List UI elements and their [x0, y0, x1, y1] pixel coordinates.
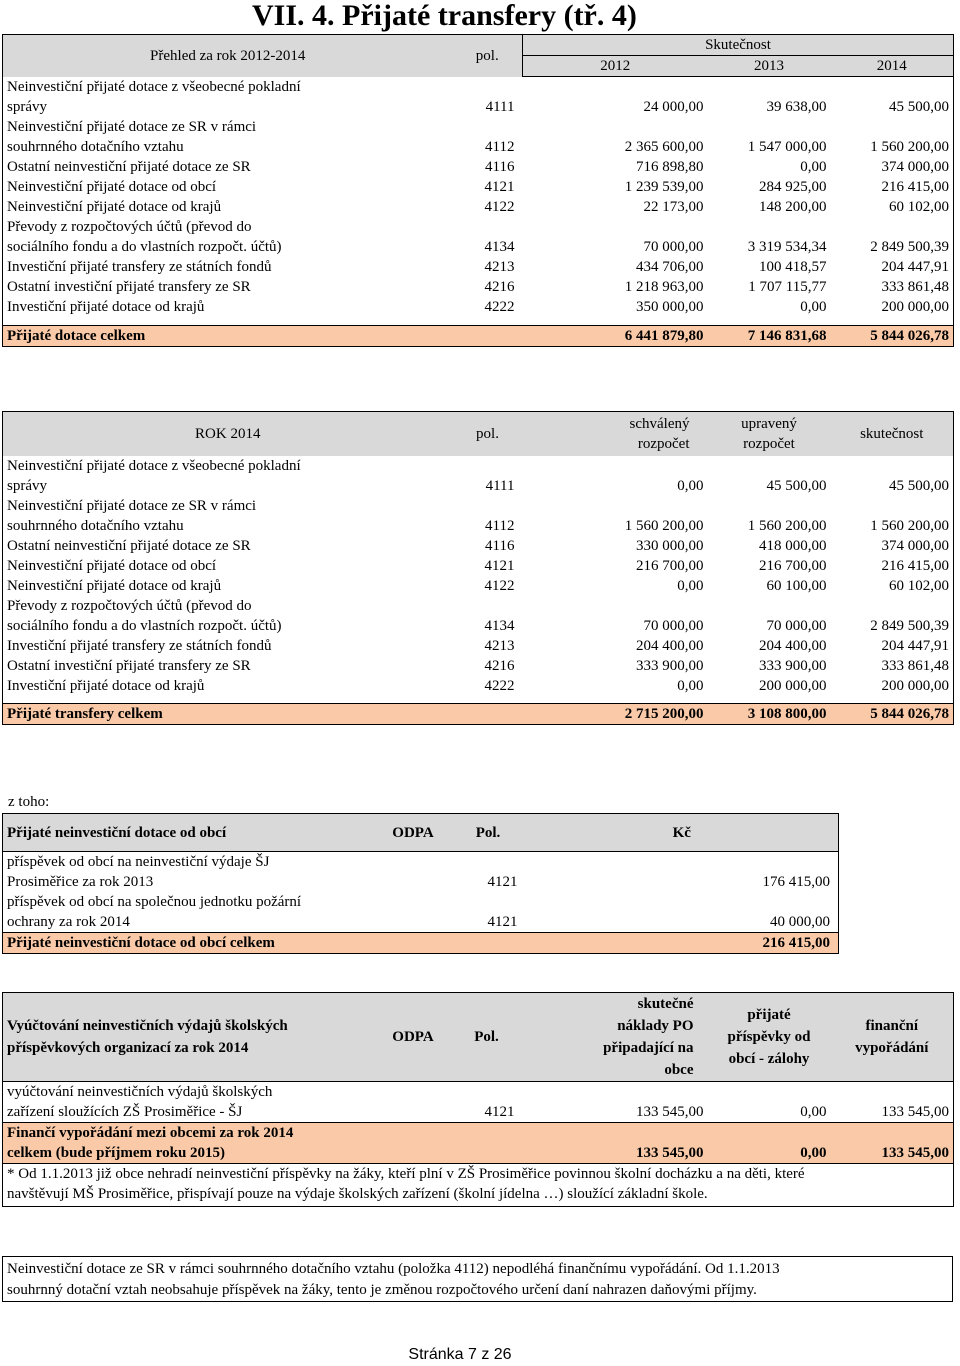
- row-pol: 4111: [485, 99, 515, 115]
- odpa-header: ODPA: [376, 814, 451, 852]
- row-value: 176 415,00: [526, 872, 839, 892]
- total-value: 5 844 026,78: [831, 325, 954, 346]
- row-pol: 4213: [484, 259, 515, 275]
- row-value: 2 849 500,39: [831, 616, 954, 636]
- row-value: 60 102,00: [831, 576, 954, 596]
- total-value: 3 108 800,00: [708, 704, 831, 725]
- settlement-note-line1: [3, 1164, 954, 1185]
- year-header: 2014: [831, 56, 954, 77]
- total-label: celkem (bude příjmem roku 2015): [3, 1143, 376, 1164]
- total-value: 7 146 831,68: [708, 325, 831, 346]
- row-value: 333 900,00: [636, 657, 704, 674]
- received-advances-header: [708, 993, 831, 1082]
- municipal-header-label: Přijaté neinvestiční dotace od obcí: [3, 814, 376, 852]
- hdr-line: obcí - zálohy: [728, 1051, 810, 1067]
- year2014-label: ROK 2014: [3, 412, 453, 456]
- row-label: Neinvestiční přijaté dotace od obcí: [3, 556, 453, 576]
- row-pol: 4222: [484, 299, 515, 315]
- row-pol: 4121: [484, 557, 515, 574]
- row-value: 133 545,00: [831, 1102, 954, 1123]
- table-row: [3, 97, 954, 117]
- row-value: 333 900,00: [759, 657, 827, 674]
- table-row-label-line: [3, 117, 954, 137]
- row-label: Investiční přijaté dotace od krajů: [3, 297, 453, 317]
- row-label: příspěvek od obcí na neinvestiční výdaje ŠJ: [3, 852, 839, 873]
- row-label: sociálního fondu a do vlastních rozpočt. účtů): [3, 616, 453, 636]
- table-row: [3, 616, 954, 636]
- total-value: 6 441 879,80: [523, 325, 708, 346]
- row-value: 333 861,48: [831, 656, 954, 676]
- row-label: souhrnného dotačního vztahu: [3, 516, 453, 536]
- settlement-note-line2: [3, 1184, 954, 1207]
- table-row: [3, 197, 954, 217]
- table-row-label-line: [3, 596, 954, 616]
- row-value: 200 000,00: [759, 677, 827, 694]
- spacer: [3, 696, 954, 704]
- settlement-row-line1: [3, 1082, 954, 1103]
- page-title: VII. 4. Přijaté transfery (tř. 4): [252, 0, 637, 32]
- table-row: [3, 237, 954, 257]
- row-value: 200 000,00: [831, 297, 954, 317]
- adjusted-budget-header: [708, 412, 831, 456]
- row-value: 1 547 000,00: [747, 139, 827, 155]
- list-item-label-line: [3, 852, 839, 873]
- row-value: 200 000,00: [831, 676, 954, 696]
- actual-costs-header: [523, 993, 708, 1082]
- table-row: [3, 556, 954, 576]
- year2014-header-row: [3, 412, 954, 456]
- table-row: [3, 576, 954, 596]
- table-row-label-line: [3, 456, 954, 476]
- overview-label: Přehled za rok 2012-2014: [3, 35, 453, 77]
- row-value: 133 545,00: [636, 1104, 704, 1120]
- row-label: Neinvestiční přijaté dotace od krajů: [3, 576, 453, 596]
- row-value: 434 706,00: [636, 259, 704, 275]
- row-label: Neinvestiční přijaté dotace ze SR v rámci: [3, 496, 954, 516]
- bottom-note-line1: Neinvestiční dotace ze SR v rámci souhrnného dotačního vztahu (položka 4112) nepodléhá finančnímu vypořádání. Od 1.1.2013: [7, 1261, 780, 1277]
- row-label: správy: [3, 97, 453, 117]
- hdr-line: skutečné: [637, 996, 694, 1012]
- row-value: 204 447,91: [831, 636, 954, 656]
- approved-budget-header: [523, 412, 708, 456]
- table-row: [3, 536, 954, 556]
- row-value: 0,00: [800, 1104, 827, 1120]
- municipal-grants-table: [2, 813, 839, 954]
- row-value: 0,00: [800, 159, 827, 175]
- row-label: Investiční přijaté transfery ze státních fondů: [3, 257, 453, 277]
- row-pol: 4116: [485, 159, 515, 175]
- municipal-total-row: [3, 933, 839, 954]
- row-value: 374 000,00: [831, 536, 954, 556]
- row-label: správy: [3, 476, 453, 496]
- row-odpa: [376, 912, 451, 933]
- approved-budget-line1: schválený: [629, 415, 690, 432]
- settlement-note: * Od 1.1.2013 již obce nehradí neinvestiční příspěvky na žáky, kteří plní v ZŠ Prosiměřice povinnou školní docházku a na děti, které: [3, 1164, 954, 1185]
- year-header: 2013: [708, 56, 831, 77]
- row-value: 216 415,00: [831, 177, 954, 197]
- settlement-header-line2: příspěvkových organizací za rok 2014: [7, 1040, 249, 1056]
- table-row: [3, 297, 954, 317]
- settlement-total-row: [3, 1143, 954, 1164]
- row-value: 0,00: [677, 477, 704, 494]
- total-value: 0,00: [708, 1143, 831, 1164]
- hdr-line: příspěvky od: [727, 1029, 811, 1045]
- hdr-line: obce: [664, 1062, 694, 1078]
- list-item: [3, 912, 839, 933]
- pol-header: Pol.: [451, 993, 523, 1082]
- year2014-pol-header: pol.: [453, 412, 523, 456]
- row-value: 204 447,91: [831, 257, 954, 277]
- total-value: 133 545,00: [523, 1143, 708, 1164]
- row-value: 70 000,00: [766, 617, 827, 634]
- row-pol: 4216: [484, 657, 515, 674]
- row-value: 1 560 200,00: [831, 137, 954, 157]
- hdr-line: finanční: [865, 1018, 918, 1034]
- row-value: 333 861,48: [831, 277, 954, 297]
- row-pol: 4112: [485, 517, 515, 534]
- municipal-header-row: [3, 814, 839, 852]
- settlement-row: [3, 1102, 954, 1123]
- financial-settlement-header: [831, 993, 954, 1082]
- hdr-line: náklady PO: [617, 1018, 694, 1034]
- row-label: Neinvestiční přijaté dotace od obcí: [3, 177, 453, 197]
- row-label: vyúčtování neinvestičních výdajů školských: [3, 1082, 954, 1103]
- row-value: 70 000,00: [643, 239, 704, 255]
- row-value: 216 700,00: [759, 557, 827, 574]
- table-row: [3, 157, 954, 177]
- hdr-line: připadající na: [603, 1040, 694, 1056]
- overview-actual-header: Skutečnost: [523, 35, 954, 56]
- row-label: Investiční přijaté dotace od krajů: [3, 676, 453, 696]
- adjusted-budget-line1: upravený: [741, 415, 797, 432]
- total-label: Přijaté neinvestiční dotace od obcí celkem: [3, 933, 376, 954]
- row-label: Neinvestiční přijaté dotace ze SR v rámci: [3, 117, 954, 137]
- row-value: 40 000,00: [526, 912, 839, 933]
- row-value: 24 000,00: [643, 99, 704, 115]
- row-value: 148 200,00: [759, 199, 827, 215]
- row-pol: 4111: [485, 477, 515, 494]
- row-pol: 4122: [484, 199, 515, 215]
- settlement-header-row: [3, 993, 954, 1082]
- total-odpa: [376, 1143, 451, 1164]
- row-value: 216 415,00: [831, 556, 954, 576]
- total-label: Finančí vypořádání mezi obcemi za rok 2014: [3, 1123, 954, 1144]
- row-value: 45 500,00: [831, 476, 954, 496]
- row-pol: 4121: [484, 179, 515, 195]
- row-pol: 4122: [484, 577, 515, 594]
- row-value: 22 173,00: [643, 199, 704, 215]
- table-row: [3, 656, 954, 676]
- row-label: sociálního fondu a do vlastních rozpočt. účtů): [3, 237, 453, 257]
- table-row: [3, 676, 954, 696]
- row-label: Investiční přijaté transfery ze státních fondů: [3, 636, 453, 656]
- settlement-total-line1: [3, 1123, 954, 1144]
- row-value: 204 400,00: [636, 637, 704, 654]
- row-value: 39 638,00: [766, 99, 827, 115]
- settlement-table: [2, 992, 954, 1207]
- row-odpa: [376, 872, 451, 892]
- row-value: 100 418,57: [759, 259, 827, 275]
- row-label: Prosiměřice za rok 2013: [3, 872, 376, 892]
- row-value: 45 500,00: [766, 477, 827, 494]
- row-pol: 4121: [487, 874, 518, 890]
- total-pol: [453, 704, 523, 725]
- row-value: 0,00: [677, 677, 704, 694]
- hdr-line: přijaté: [747, 1007, 791, 1023]
- kc-header: Kč: [526, 814, 839, 852]
- odpa-header: ODPA: [376, 993, 451, 1082]
- total-value: 2 715 200,00: [523, 704, 708, 725]
- overview-total-row: [3, 325, 954, 346]
- table-row: [3, 277, 954, 297]
- row-value: 418 000,00: [759, 537, 827, 554]
- settlement-header-line1: Vyúčtování neinvestičních výdajů školských: [7, 1018, 288, 1034]
- spacer: [3, 317, 954, 325]
- bottom-note-line2: souhrnný dotační vztah neobsahuje příspěvek na žáky, tento je změnou rozpočtového určení daní nahrazen daňovými příjmy.: [7, 1282, 757, 1298]
- row-pol: 4222: [484, 677, 515, 694]
- total-value: 5 844 026,78: [831, 704, 954, 725]
- row-label: Neinvestiční přijaté dotace z všeobecné pokladní: [3, 77, 954, 98]
- row-value: 45 500,00: [831, 97, 954, 117]
- total-pol: [451, 1143, 523, 1164]
- row-label: Ostatní neinvestiční přijaté dotace ze SR: [3, 536, 453, 556]
- overview-table: [2, 34, 954, 347]
- row-value: 330 000,00: [636, 537, 704, 554]
- row-value: 1 560 200,00: [624, 517, 704, 534]
- adjusted-budget-line2: rozpočet: [743, 435, 795, 452]
- overview-pol-header: pol.: [453, 35, 523, 77]
- row-pol: 4213: [484, 637, 515, 654]
- row-value: 216 700,00: [636, 557, 704, 574]
- row-pol: 4216: [484, 279, 515, 295]
- pol-header: Pol.: [451, 814, 526, 852]
- total-label: Přijaté dotace celkem: [3, 325, 453, 346]
- row-value: 2 365 600,00: [624, 139, 704, 155]
- row-value: 60 102,00: [831, 197, 954, 217]
- total-value: 133 545,00: [831, 1143, 954, 1164]
- list-item: [3, 872, 839, 892]
- overview-header-row: [3, 35, 954, 56]
- settlement-header-label: [3, 993, 376, 1082]
- row-pol: 4121: [487, 914, 518, 930]
- row-value: 2 849 500,39: [831, 237, 954, 257]
- row-pol: 4116: [485, 537, 515, 554]
- table-row: [3, 476, 954, 496]
- row-pol: 4112: [485, 139, 515, 155]
- row-pol: 4121: [484, 1104, 515, 1120]
- actual-header: skutečnost: [831, 412, 954, 456]
- settlement-note: navštěvují MŠ Prosiměřice, přispívají pouze na výdaje školských zařízení (školní jídelna …) sloužící základní škole.: [3, 1184, 954, 1207]
- row-label: příspěvek od obcí na společnou jednotku požární: [3, 892, 839, 912]
- row-odpa: [376, 1102, 451, 1123]
- row-value: 0,00: [800, 299, 827, 315]
- ztoho-caption: z toho:: [8, 794, 50, 810]
- page-footer: Stránka 7 z 26: [408, 1346, 512, 1363]
- table-row: [3, 516, 954, 536]
- row-value: 716 898,80: [636, 159, 704, 175]
- year2014-total-row: [3, 704, 954, 725]
- row-label: Neinvestiční přijaté dotace z všeobecné pokladní: [3, 456, 954, 476]
- row-label: ochrany za rok 2014: [3, 912, 376, 933]
- row-value: 1 707 115,77: [748, 279, 827, 295]
- table-row: [3, 177, 954, 197]
- total-value: 216 415,00: [526, 933, 839, 954]
- year2014-table: [2, 411, 954, 725]
- total-pol: [451, 933, 526, 954]
- total-odpa: [376, 933, 451, 954]
- row-value: 374 000,00: [831, 157, 954, 177]
- row-value: 1 560 200,00: [831, 516, 954, 536]
- row-value: 1 218 963,00: [624, 279, 704, 295]
- row-label: zařízení sloužících ZŠ Prosiměřice - ŠJ: [3, 1102, 376, 1123]
- table-row-label-line: [3, 496, 954, 516]
- approved-budget-line2: rozpočet: [637, 435, 690, 452]
- row-pol: 4134: [484, 617, 515, 634]
- row-label: Ostatní investiční přijaté transfery ze SR: [3, 277, 453, 297]
- row-label: souhrnného dotačního vztahu: [3, 137, 453, 157]
- year-header: 2012: [523, 56, 708, 77]
- row-value: 1 239 539,00: [624, 179, 704, 195]
- row-label: Převody z rozpočtových účtů (převod do: [3, 217, 954, 237]
- row-value: 3 319 534,34: [747, 239, 827, 255]
- row-pol: 4134: [484, 239, 515, 255]
- row-label: Ostatní investiční přijaté transfery ze SR: [3, 656, 453, 676]
- row-value: 0,00: [677, 577, 704, 594]
- total-label: Přijaté transfery celkem: [3, 704, 453, 725]
- table-row-label-line: [3, 217, 954, 237]
- table-row: [3, 257, 954, 277]
- hdr-line: vypořádání: [855, 1040, 929, 1056]
- row-value: 204 400,00: [759, 637, 827, 654]
- bottom-note: [2, 1256, 953, 1302]
- row-label: Neinvestiční přijaté dotace od krajů: [3, 197, 453, 217]
- table-row: [3, 137, 954, 157]
- table-row-label-line: [3, 77, 954, 98]
- row-value: 70 000,00: [643, 617, 704, 634]
- row-value: 1 560 200,00: [747, 517, 827, 534]
- row-value: 60 100,00: [766, 577, 827, 594]
- row-value: 284 925,00: [759, 179, 827, 195]
- table-row: [3, 636, 954, 656]
- row-value: 350 000,00: [636, 299, 704, 315]
- row-label: Ostatní neinvestiční přijaté dotace ze SR: [3, 157, 453, 177]
- list-item-label-line: [3, 892, 839, 912]
- row-label: Převody z rozpočtových účtů (převod do: [3, 596, 954, 616]
- total-pol: [453, 325, 523, 346]
